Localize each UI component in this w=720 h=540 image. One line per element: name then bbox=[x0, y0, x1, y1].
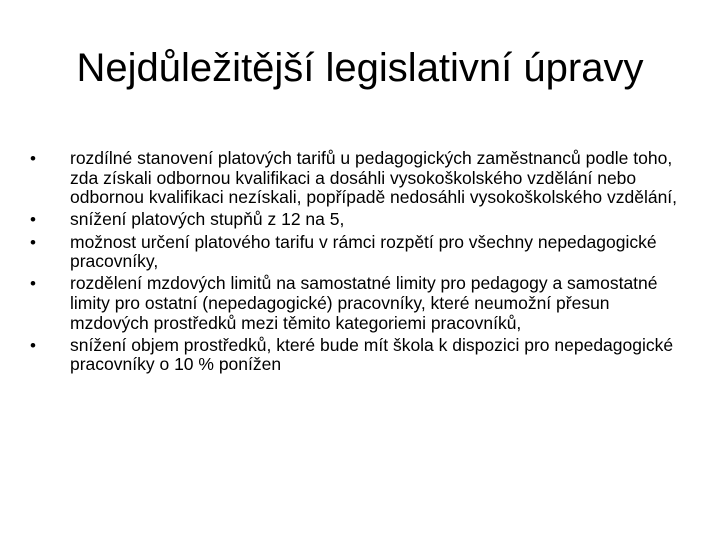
bullet-item-2 bbox=[28, 210, 678, 230]
bullet-item-4 bbox=[28, 274, 678, 333]
bullet-text: rozdílné stanovení platových tarifů u pedagogických zaměstnanců podle toho, zda získali odbornou kvalifikaci a dosáhli vysokoškolského vzdělání nebo odbornou kvalifikaci nezískali, popřípadě nedosáhli vysokoškolského vzdělání, bbox=[70, 148, 678, 208]
bullet-list bbox=[28, 149, 678, 378]
bullet-item-5 bbox=[28, 336, 678, 375]
bullet-text: rozdělení mzdových limitů na samostatné limity pro pedagogy a samostatné limity pro ostatní (nepedagogické) pracovníky, které neumožní přesun mzdových prostředků mezi těmito kategoriemi pracovníků, bbox=[70, 273, 658, 333]
bullet-text: snížení platových stupňů z 12 na 5, bbox=[70, 209, 345, 230]
bullet-icon: • bbox=[30, 274, 36, 294]
bullet-icon: • bbox=[30, 210, 36, 230]
bullet-text: možnost určení platového tarifu v rámci rozpětí pro všechny nepedagogické pracovníky, bbox=[70, 231, 657, 272]
slide-title: Nejdůležitější legislativní úpravy bbox=[76, 46, 644, 90]
bullet-item-1 bbox=[28, 149, 678, 208]
bullet-icon: • bbox=[30, 232, 36, 252]
bullet-icon: • bbox=[30, 335, 36, 355]
bullet-icon: • bbox=[30, 149, 36, 168]
bullet-item-3 bbox=[28, 233, 678, 272]
bullet-text: snížení objem prostředků, které bude mít škola k dispozici pro nepedagogické pracovníky o 10 % ponížen bbox=[70, 334, 674, 375]
